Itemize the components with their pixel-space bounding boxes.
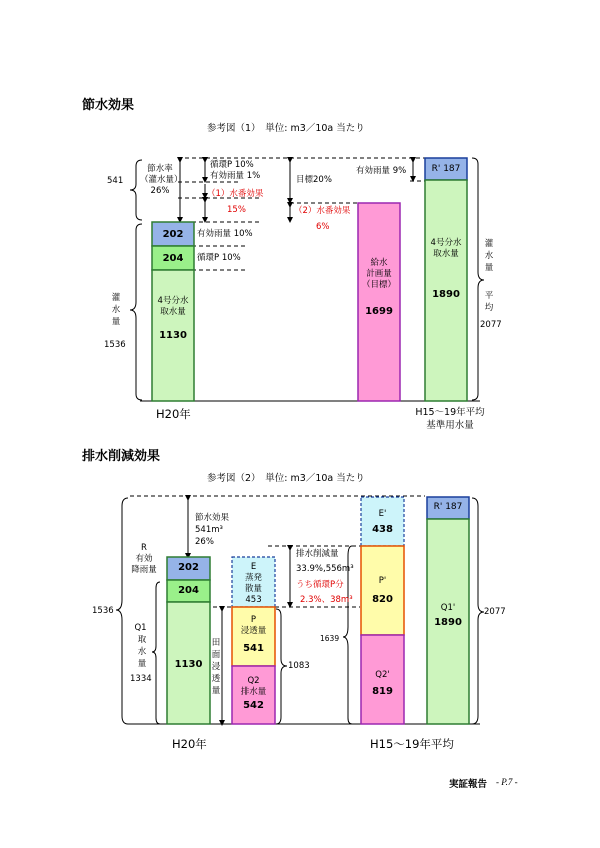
q2-value: 542 [243,700,264,711]
bar2-204-label: 204 [178,585,199,596]
saving-pct: 26% [150,186,170,196]
xlabel-avg-2: H15～19年平均 [370,737,454,751]
section2-heading: 排水削減効果 [82,449,161,464]
line: 取水量 [433,249,459,259]
q1-label [134,622,147,670]
e2-value: 438 [372,524,393,535]
brace-2077-2 [472,498,484,724]
bar2-202-label: 202 [178,562,199,573]
line: 453 [245,595,262,605]
line: 基準用水量 [426,420,474,431]
value-1083: 1083 [288,661,310,671]
brace-1083 [276,609,287,724]
line: 26% [195,537,214,547]
q22-value: 819 [372,686,393,697]
value-1334: 1334 [130,674,152,684]
water-effect-label: （1）水番効果 [207,189,264,199]
q12-label: Q1' [440,603,456,613]
circ-part-label: うち循環P分 [296,580,344,590]
e-box-label [232,562,275,606]
r2-top-label: R' 187 [433,502,463,512]
char: Q1 [134,623,147,633]
char: 平 [484,291,494,301]
char: 水 [137,647,147,657]
circ-pct-label: 2.3%、38m³ [300,595,353,605]
paddy-infiltration-label [211,637,221,697]
line: 降雨量 [131,565,157,575]
line: （目標） [361,280,396,290]
irrigation-label-left [111,292,121,328]
char: 水 [111,305,121,315]
brace-1334 [152,582,160,724]
bar2-text [358,258,400,291]
footer-label: 実証報告 [449,779,488,790]
q12-value: 1890 [434,617,462,628]
brace-1536-2 [116,498,128,724]
char: 量 [111,317,121,327]
bar-1699 [358,203,400,401]
char: 量 [137,659,147,669]
bar-p2-820 [361,546,404,635]
char: 量 [211,686,221,696]
line: 浸透量 [240,626,267,636]
char: 透 [211,674,221,684]
line: 計画量 [366,269,392,279]
bar2-1130-label: 1130 [174,659,203,670]
section1-caption: 参考図（1） 単位: m3／10a 当たり [207,123,365,134]
drain-reduce-label: 排水削減量 [296,549,339,559]
char: 灌 [484,239,494,249]
xlabel-avg-1 [408,406,492,432]
line: 4号分水 [157,296,189,306]
e2-label: E' [378,509,387,519]
r-eff-rain-label [125,543,163,576]
value-1536-2: 1536 [92,606,114,616]
eff-rain-10-label: 有効雨量 10% [197,229,253,239]
value-1639: 1639 [320,634,340,643]
p2-label: P' [378,576,387,586]
line: 取水量 [160,307,186,317]
q2-box-label [232,676,275,698]
line: E [250,562,257,572]
bar-204-label: 204 [162,253,184,264]
line: H15～19年平均 [415,407,485,418]
xlabel-h20-1: H20年 [156,407,191,421]
bar3-value: 1890 [432,289,460,300]
char: 取 [137,635,147,645]
page-number: - P.7 - [496,777,518,787]
line: 541m³ [195,525,223,535]
char: 面 [211,650,221,660]
target-label: 目標20% [296,175,332,185]
saving-rate: 節水率 [147,164,173,174]
line: P [250,615,257,625]
p2-value: 820 [372,594,393,605]
line: 節水効果 [195,513,230,523]
bar-202-label: 202 [162,229,184,240]
circ-p-label: 循環P 10% [210,160,254,170]
line: R [141,543,147,553]
p-box-label [232,615,275,637]
saving-rate-label [140,164,183,197]
line: 有効 [135,554,153,564]
water-effect-pct: 15% [227,205,246,215]
bar3-text [425,238,467,260]
section1-heading: 節水効果 [82,98,135,113]
bar2-value: 1699 [365,306,393,317]
brace-1536 [130,224,142,400]
line: 散量 [244,584,262,594]
section2-caption: 参考図（2） 単位: m3／10a 当たり [207,473,365,484]
line: 蒸発 [244,573,262,583]
char: 均 [484,303,494,313]
line: 排水量 [240,687,267,697]
char: 水 [484,251,494,261]
value-2077-2: 2077 [484,607,506,617]
line: 給水 [370,258,388,268]
char: 田 [211,638,221,648]
bar1-text [152,296,194,318]
bar-e2-438 [361,497,404,546]
value-541: 541 [107,176,124,186]
eff-rain-9-label: 有効雨量 9% [356,166,407,176]
bar1-value: 1130 [159,330,187,341]
water-effect2-label: （2）水番効果 [294,206,351,216]
brace-2077-1 [472,158,484,400]
saving-effect-label [195,512,229,548]
value-2077: 2077 [480,320,502,330]
char: 灌 [111,293,121,303]
drain-pct-label: 33.9%,556m³ [296,564,354,574]
irrigation-label-right [484,238,494,274]
bar3-top-label: R' 187 [431,164,461,174]
xlabel-h20-2: H20年 [172,737,207,751]
line: 4号分水 [430,238,462,248]
char: 量 [484,263,494,273]
p-value: 541 [243,643,264,654]
value-1536: 1536 [104,340,126,350]
char: 浸 [211,662,221,672]
saving-sub: （灌水量） [140,175,183,185]
water-effect2-pct: 6% [316,222,330,232]
q22-label: Q2' [375,670,390,680]
average-label [484,290,494,314]
circ-p2-label: 循環P 10% [197,253,241,263]
eff-rain-1-label: 有効雨量 1% [210,171,261,181]
line: Q2 [247,676,260,686]
